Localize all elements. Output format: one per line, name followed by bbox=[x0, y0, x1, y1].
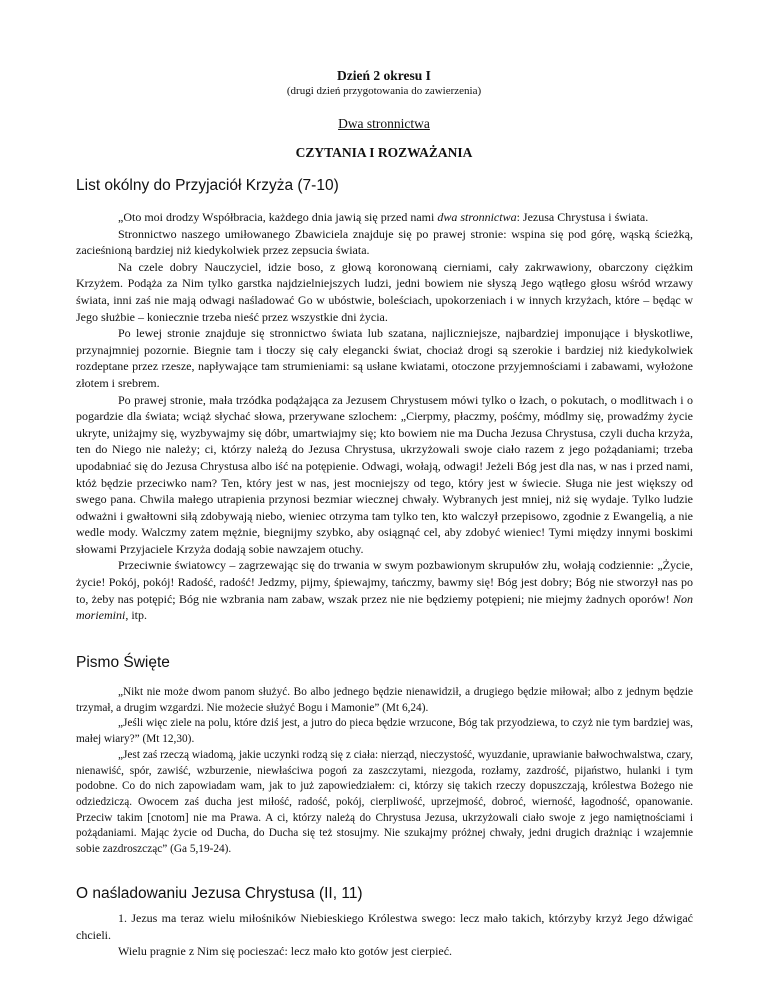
page-subtitle: (drugi dzień przygotowania do zawierzenia) bbox=[286, 85, 482, 97]
scripture-section bbox=[76, 685, 693, 858]
paragraph: Po prawej stronie, mała trzódka podążająca za Jezusem Chrystusem mówi tylko o łzach, o pokutach, o modlitwach i o pogardzie dla świata; wciąż słychać słowa, przerywane szlochem: „Cierpmy, płaczmy, pośćmy, módlmy się, prowadźmy życie ukryte, uniżajmy się, wyzbywajmy się dóbr, umartwiajmy się; kto bowiem nie ma Ducha Jezusa Chrystusa, czyli ducha krzyża, ten do Niego nie należy; ci, którzy należą do Jezusa Chrystusa, ukrzyżowali swoje ciało razem z jego pożądaniami; trzeba upodabniać się do Jezusa Chrystusa albo iść na potępienie. Odwagi, wołają, odwagi! Jeżeli Bóg jest dla nas, w nas i przed nami, któż będzie przeciwko nam? Ten, który jest w nas, jest mocniejszy od tego, który jest w świecie. Sługa nie jest większy od swego pana. Chwila małego utrapienia przynosi bezmiar wiecznej chwały. Wybranych jest mniej, niż się wydaje. Tylko ludzie odważni i gwałtowni siłą zdobywają niebo, wieniec otrzyma tam tylko ten, kto walczył przepisowo, zgodnie z Ewangelią, a nie wedle mody. Walczmy zatem mężnie, biegnijmy szybko, aby osiągnąć cel, aby zdobyć wieniec! Tymi między innymi boskimi słowami Przyjaciele Krzyża dodają sobie nawzajem otuchy. bbox=[76, 392, 693, 556]
paragraph: „Oto moi drodzy Współbracia, każdego dnia jawią się przed nami dwa stronnictwa: Jezusa Chrystusa i świata. bbox=[118, 210, 649, 224]
paragraph: „Jeśli więc ziele na polu, które dziś jest, a jutro do pieca będzie wrzucone, Bóg tak przyodziewa, to czyż nie tym bardziej was, małej wiary?” (Mt 12,30). bbox=[76, 717, 693, 746]
paragraph: Wielu pragnie z Nim się pocieszać: lecz mało kto gotów jest cierpieć. bbox=[118, 944, 453, 959]
scripture-heading: Pismo Święte bbox=[76, 654, 170, 671]
imitation-heading: O naśladowaniu Jezusa Chrystusa (II, 11) bbox=[76, 885, 363, 902]
paragraph: Przeciwnie światowcy – zagrzewając się do trwania w swym pozbawionym skrupułów złu, wołają codziennie: „Życie, życie! Pokój, pokój! Radość, radość! Jedzmy, pijmy, śpiewajmy, tańczmy, bawmy się! Bóg jest dobry; Bóg nie stworzył nas po to, żeby nas potępić; Bóg nie wzbrania nam zabaw, wszak przez nie nie będziemy potępieni; nie miejmy żadnych oporów! Non moriemini, itp. bbox=[76, 558, 693, 623]
paragraph: Po lewej stronie znajduje się stronnictwo świata lub szatana, najliczniejsze, najbardziej imponujące i błyskotliwe, przynajmniej pozornie. Biegnie tam i tłoczy się cały elegancki świat, chociaż drogi są szerokie i bardziej niż kiedykolwiek rozdeptane przez rzesze, napływające tam strumieniami: są usłane kwiatami, otoczone przyjemnościami i zabawami, wyłożone złotem i srebrem. bbox=[76, 326, 693, 390]
imitation-section bbox=[76, 910, 693, 960]
topic-title: Dwa stronnictwa bbox=[338, 116, 430, 131]
page-title: Dzień 2 okresu I bbox=[337, 68, 431, 83]
letter-section bbox=[76, 209, 693, 624]
letter-heading: List okólny do Przyjaciół Krzyża (7-10) bbox=[76, 177, 339, 194]
paragraph: „Jest zaś rzeczą wiadomą, jakie uczynki rodzą się z ciała: nierząd, nieczystość, wyuzdanie, uprawianie bałwochwalstwa, czary, nienawiść, spór, zawiść, wzburzenie, niewłaściwa pogoń za zaszczytami, niezgoda, rozłamy, zazdrość, pijaństwo, hulanki i tym podobne. Co do nich zapowiadam wam, jak to już zapowiedziałem: ci, którzy się takich rzeczy dopuszczają, królestwa Bożego nie odziedziczą. Owocem zaś ducha jest miłość, radość, pokój, cierpliwość, uprzejmość, dobroć, wierność, łagodność, opanowanie. Przeciw takim [cnotom] nie ma Prawa. A ci, którzy należą do Chrystusa Jezusa, ukrzyżowali ciało swoje z jego namiętnościami i pożądaniami. Mając życie od Ducha, do Ducha się też stosujmy. Nie szukajmy próżnej chwały, jedni drugich drażniąc i wzajemnie sobie zazdroszcząc” (Ga 5,19-24). bbox=[76, 748, 693, 856]
section-title: CZYTANIA I ROZWAŻANIA bbox=[295, 145, 473, 160]
paragraph: 1. Jezus ma teraz wielu miłośników Niebieskiego Królestwa swego: lecz mało takich, którzyby krzyż Jego dźwigać chcieli. bbox=[76, 911, 693, 942]
paragraph: Na czele dobry Nauczyciel, idzie boso, z głową koronowaną cierniami, cały zakrwawiony, obarczony ciężkim Krzyżem. Podąża za Nim tylko garstka najdzielniejszych ludzi, jedni bowiem nie słyszą Jego wątłego głosu wśród wrzawy świata, inni zaś nie mają odwagi naśladować Go w ubóstwie, boleściach, upokorzeniach i w innych krzyżach, które – będąc w Jego służbie – koniecznie trzeba nieść przez wszystkie dni życia. bbox=[76, 259, 693, 324]
paragraph: Stronnictwo naszego umiłowanego Zbawiciela znajduje się po prawej stronie: wspina się pod górę, wąską ścieżką, zacieśnioną bardziej niż kiedykolwiek przez zepsucia świata. bbox=[76, 226, 693, 258]
paragraph: „Nikt nie może dwom panom służyć. Bo albo jednego będzie nienawidził, a drugiego będzie miłował; albo z jednym będzie trzymał, a drugim wzgardzi. Nie możecie służyć Bogu i Mamonie” (Mt 6,24). bbox=[76, 686, 693, 714]
